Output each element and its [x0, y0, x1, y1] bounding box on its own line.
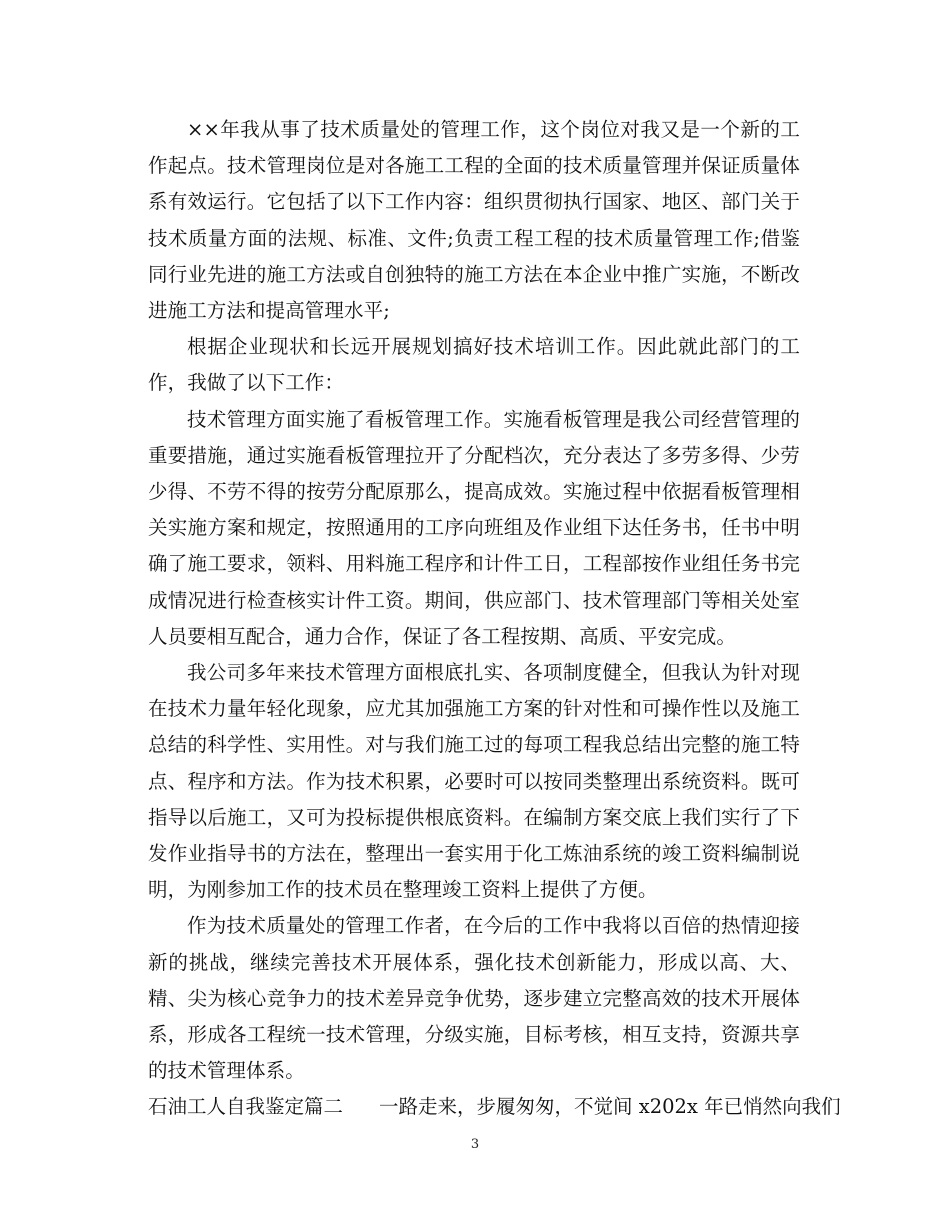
- section-intro: 一路走来，步履匆匆，不觉间 x202x 年已悄然向我们: [379, 1095, 841, 1119]
- paragraph-2: 根据企业现状和长远开展规划搞好技术培训工作。因此就此部门的工作，我做了以下工作：: [148, 335, 800, 395]
- paragraph-3: 技术管理方面实施了看板管理工作。实施看板管理是我公司经营管理的重要措施，通过实施看板管理拉开了分配档次，充分表达了多劳多得、少劳少得、不劳不得的按劳分配原那么，提高成效。实施过程中依据看板管理相关实施方案和规定，按照通用的工序向班组及作业组下达任务书，任书中明确了施工要求，领料、用料施工程序和计件工日，工程部按作业组任务书完成情况进行检查核实计件工资。期间，供应部门、技术管理部门等相关处室人员要相互配合，通力合作，保证了各工程按期、高质、平安完成。: [148, 407, 800, 648]
- section-heading: 石油工人自我鉴定篇二: [148, 1095, 344, 1119]
- paragraph-1: ××年我从事了技术质量处的管理工作，这个岗位对我又是一个新的工作起点。技术管理岗位是对各施工工程的全面的技术质量管理并保证质量体系有效运行。它包括了以下工作内容：组织贯彻执行国家、地区、部门关于技术质量方面的法规、标准、文件;负责工程工程的技术质量管理工作;借鉴同行业先进的施工方法或自创独特的施工方法在本企业中推广实施，不断改进施工方法和提高管理水平;: [148, 118, 800, 323]
- page-number: 3: [470, 1137, 480, 1152]
- paragraph-4: 我公司多年来技术管理方面根底扎实、各项制度健全，但我认为针对现在技术力量年轻化现象，应尤其加强施工方案的针对性和可操作性以及施工总结的科学性、实用性。对与我们施工过的每项工程我总结出完整的施工特点、程序和方法。作为技术积累，必要时可以按同类整理出系统资料。既可指导以后施工，又可为投标提供根底资料。在编制方案交底上我们实行了下发作业指导书的方法在，整理出一套实用于化工炼油系统的竣工资料编制说明，为刚参加工作的技术员在整理竣工资料上提供了方便。: [148, 661, 800, 902]
- document-body: [148, 112, 841, 1126]
- section-line: [148, 1089, 841, 1125]
- paragraph-5: 作为技术质量处的管理工作者，在今后的工作中我将以百倍的热情迎接新的挑战，继续完善技术开展体系，强化技术创新能力，形成以高、大、精、尖为核心竞争力的技术差异竞争优势，逐步建立完整高效的技术开展体系，形成各工程统一技术管理，分级实施，目标考核，相互支持，资源共享的技术管理体系。: [148, 914, 800, 1083]
